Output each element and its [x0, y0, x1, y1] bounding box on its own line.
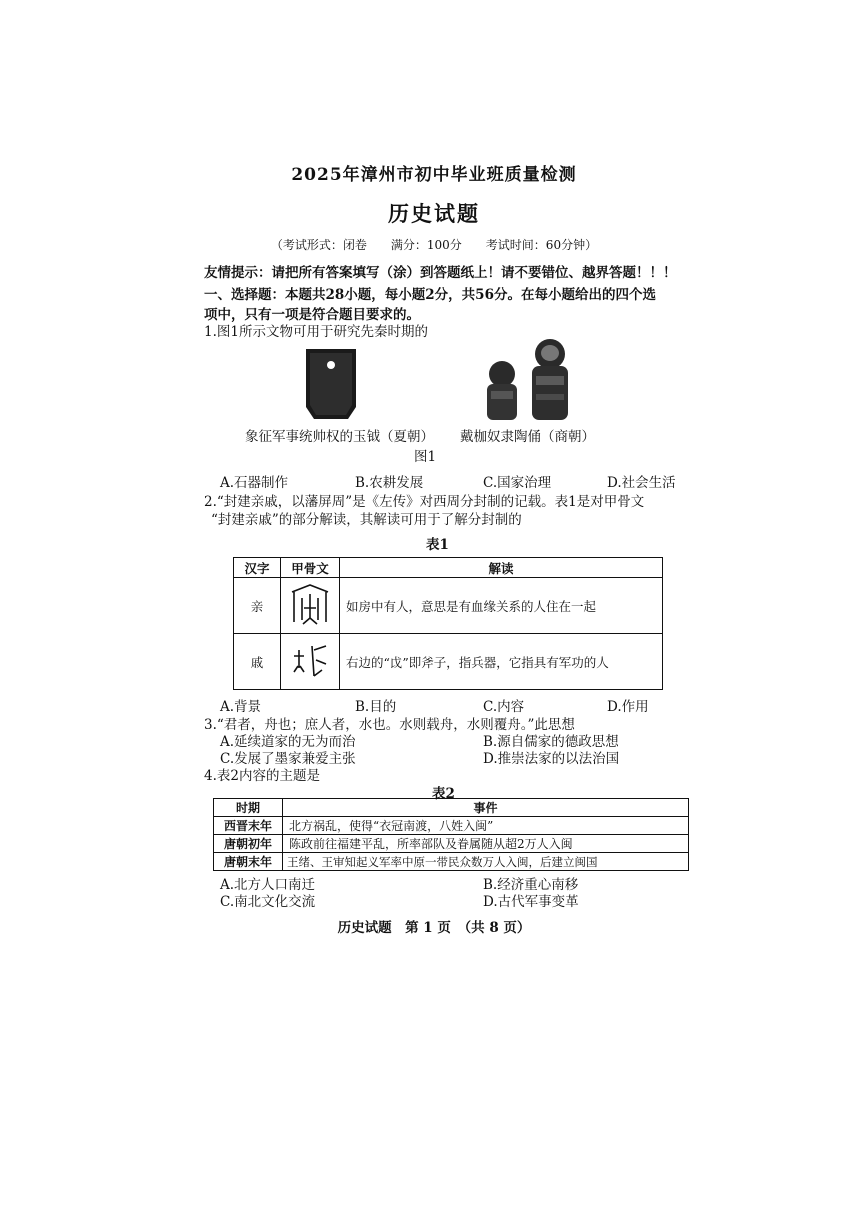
table-row: [214, 835, 689, 853]
table-row: [214, 817, 689, 835]
table1-reading: 右边的“戉”即斧子，指兵器，它指具有军功的人: [340, 634, 663, 690]
q1-option-c: C.国家治理: [483, 475, 552, 491]
subject-title: 历史试题: [388, 201, 480, 226]
table2-period: 西晋末年: [214, 817, 283, 835]
table1-header-reading: 解读: [340, 558, 663, 578]
table1-header-oracle: 甲骨文: [281, 558, 340, 578]
table2-period: 唐朝初年: [214, 835, 283, 853]
table2-event: 陈政前往福建平乱，所率部队及眷属随从超2万人入闽: [283, 835, 689, 853]
figure-caption-right: 戴枷奴隶陶俑（商朝）: [460, 429, 595, 445]
section-one-line1: 一、选择题：本题共28小题，每小题2分，共56分。在每小题给出的四个选: [204, 287, 656, 303]
page-footer: 历史试题 第 1 页 （共 8 页）: [337, 920, 531, 936]
table2-label: 表2: [432, 786, 455, 802]
section-one-line2: 项中，只有一项是符合题目要求的。: [204, 307, 420, 323]
oracle-glyph-qin: [281, 578, 340, 634]
table1-reading: 如房中有人，意思是有血缘关系的人住在一起: [340, 578, 663, 634]
q3-option-d: D.推崇法家的以法治国: [483, 751, 620, 767]
oracle-bone-glyph-qin: [288, 582, 332, 626]
q4-option-c: C.南北文化交流: [220, 894, 316, 910]
table2-header-row: [214, 799, 689, 817]
table1-label: 表1: [426, 537, 449, 553]
q3-stem: 3.“君者，舟也；庶人者，水也。水则载舟，水则覆舟。”此思想: [204, 717, 575, 733]
oracle-glyph-qi: [281, 634, 340, 690]
table2-event: 北方祸乱，使得“衣冠南渡，八姓入闽”: [283, 817, 689, 835]
notice: 友情提示：请把所有答案填写（涂）到答题纸上！请不要错位、越界答题！！！: [204, 265, 677, 281]
table2-header-event: 事件: [283, 799, 689, 817]
table2-event: 王绪、王审知起义军率中原一带民众数万人入闽，后建立闽国: [283, 853, 689, 871]
q4-option-d: D.古代军事变革: [483, 894, 579, 910]
q4-option-a: A.北方人口南迁: [220, 877, 316, 893]
q2-option-b: B.目的: [355, 699, 397, 715]
exam-title: 2025年漳州市初中毕业班质量检测: [291, 165, 577, 185]
table1-char: 亲: [234, 578, 281, 634]
q2-option-a: A.背景: [220, 699, 262, 715]
table-row: [214, 853, 689, 871]
q1-stem: 1.图1所示文物可用于研究先秦时期的: [204, 324, 428, 340]
q1-option-d: D.社会生活: [607, 475, 676, 491]
exam-info: （考试形式：闭卷 满分：100分 考试时间：60分钟）: [270, 238, 598, 252]
figure-caption-left: 象征军事统帅权的玉钺（夏朝）: [245, 429, 434, 445]
q4-stem: 4.表2内容的主题是: [204, 768, 320, 784]
q3-option-b: B.源自儒家的德政思想: [483, 734, 619, 750]
q1-option-a: A.石器制作: [220, 475, 289, 491]
pottery-figurines-image: [478, 336, 578, 422]
table1-char: 戚: [234, 634, 281, 690]
table1-header-char: 汉字: [234, 558, 281, 578]
q2-stem-line1: 2.“封建亲戚，以藩屏周”是《左传》对西周分封制的记载。表1是对甲骨文: [204, 494, 645, 510]
q3-option-a: A.延续道家的无为而治: [220, 734, 356, 750]
table-row: [234, 578, 663, 634]
q2-stem-line2: “封建亲戚”的部分解读，其解读可用于了解分封制的: [211, 512, 522, 528]
q2-option-d: D.作用: [607, 699, 649, 715]
table-row: [234, 634, 663, 690]
table2-period: 唐朝末年: [214, 853, 283, 871]
q2-option-c: C.内容: [483, 699, 525, 715]
q1-option-b: B.农耕发展: [355, 475, 424, 491]
table2: [213, 798, 689, 871]
q4-option-b: B.经济重心南移: [483, 877, 579, 893]
table1-header-row: [234, 558, 663, 578]
table1: [233, 557, 663, 690]
figure-label: 图1: [414, 449, 437, 465]
q3-option-c: C.发展了墨家兼爱主张: [220, 751, 356, 767]
jade-axe-image: [300, 347, 362, 421]
oracle-bone-glyph-qi: [288, 638, 332, 682]
table2-header-period: 时期: [214, 799, 283, 817]
